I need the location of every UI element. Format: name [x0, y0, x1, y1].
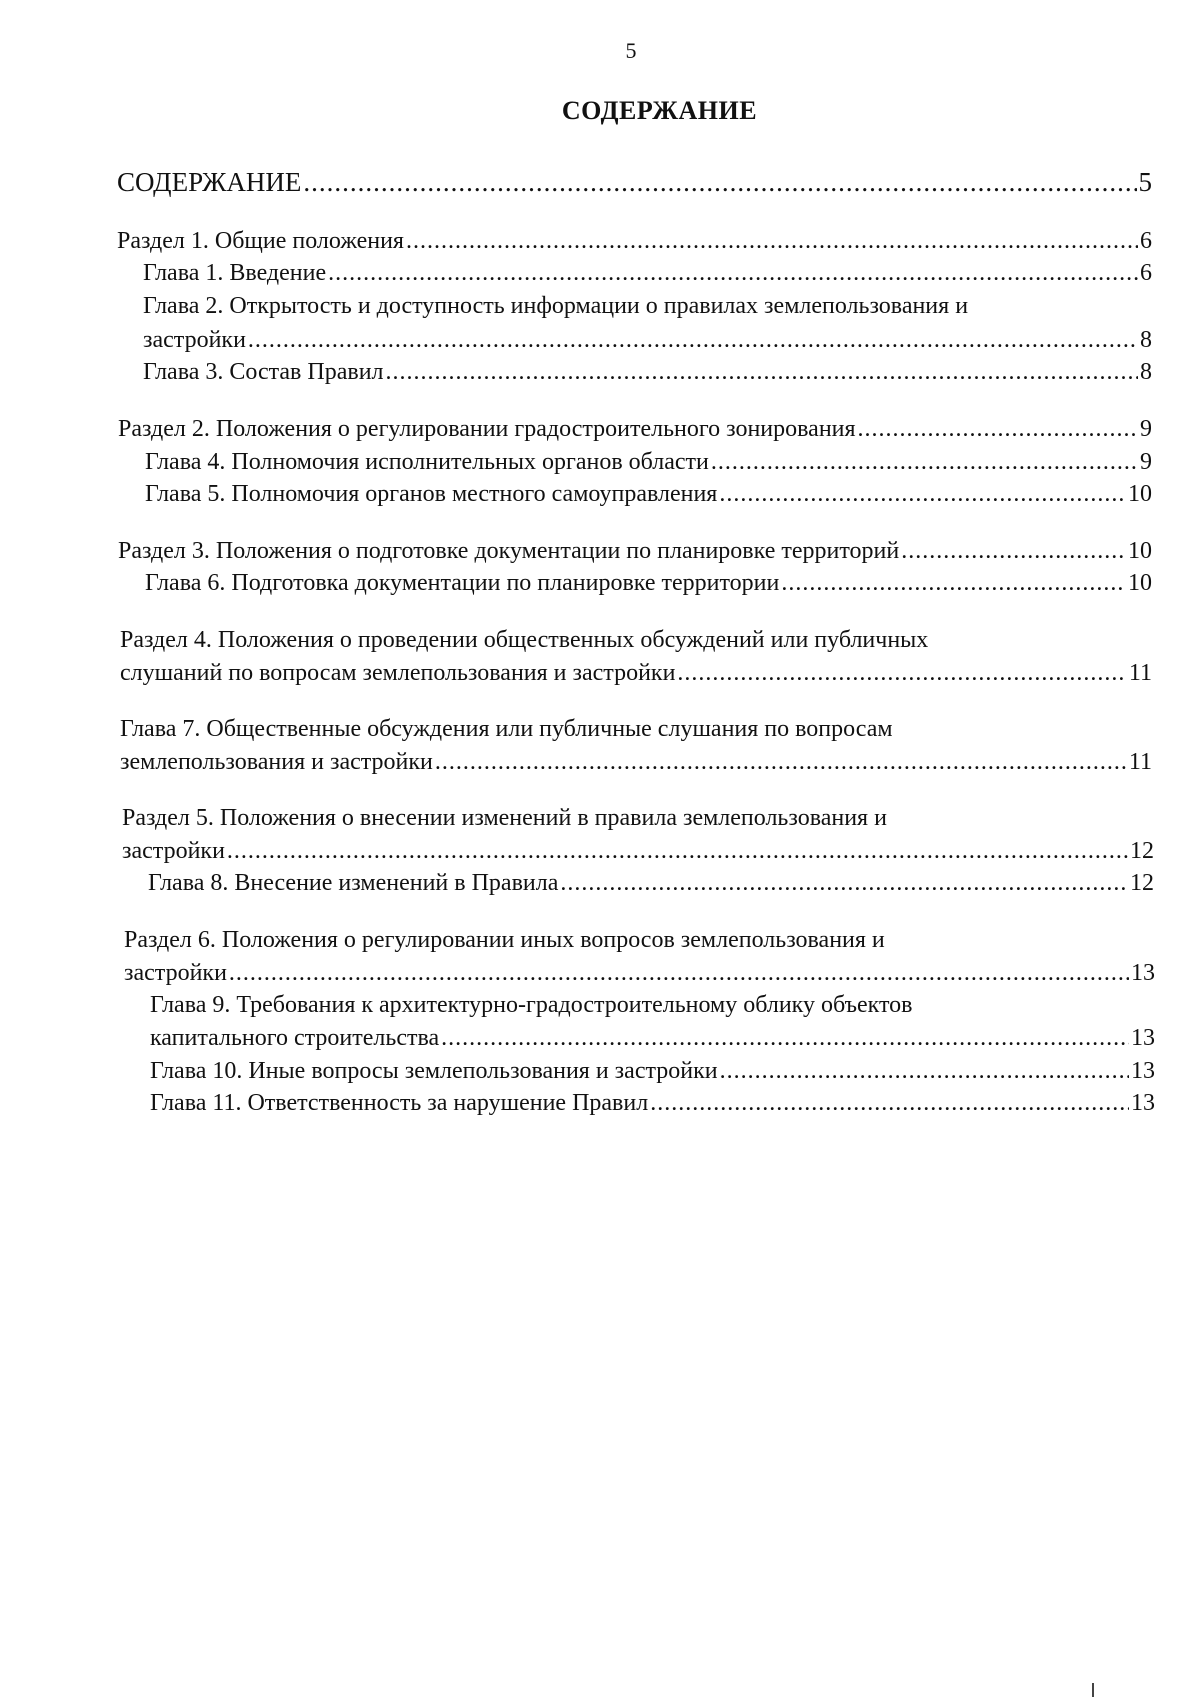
toc-entry-page: 9	[1140, 449, 1152, 475]
dot-leader	[901, 535, 1126, 567]
toc-entry-text: застройки	[124, 960, 227, 986]
toc-entry-text: Глава 1. Введение	[143, 260, 327, 286]
toc-entry-text: Глава 6. Подготовка документации по планировке территории	[145, 570, 780, 596]
toc-entry-text: СОДЕРЖАНИЕ	[117, 167, 302, 197]
toc-entry-page: 12	[1130, 870, 1154, 896]
toc-entry-page: 8	[1140, 327, 1152, 353]
toc-entry-text: Глава 10. Иные вопросы землепользования и застройки	[150, 1058, 718, 1084]
toc-entry-text: землепользования и застройки	[120, 749, 433, 775]
dot-leader	[677, 657, 1126, 689]
toc-entry-page: 9	[1140, 416, 1152, 442]
toc-entry-text: Глава 4. Полномочия исполнительных органов области	[145, 449, 709, 475]
toc-entry[interactable]	[145, 446, 1152, 478]
toc-entry[interactable]	[118, 413, 1152, 445]
toc-entry[interactable]	[150, 1055, 1155, 1087]
toc-entry[interactable]	[150, 1022, 1155, 1054]
toc-entry-page: 6	[1140, 260, 1152, 286]
toc-entry-text: Раздел 3. Положения о подготовке документации по планировке территорий	[118, 538, 900, 564]
toc-entry-page: 13	[1131, 1090, 1155, 1116]
dot-leader	[227, 835, 1128, 867]
dot-leader	[328, 257, 1138, 289]
dot-leader	[560, 867, 1128, 899]
toc-entry-page: 13	[1131, 1025, 1155, 1051]
toc-entry-text: Глава 8. Внесение изменений в Правила	[148, 870, 559, 896]
dot-leader	[858, 413, 1138, 445]
toc-entry-text[interactable]: Раздел 6. Положения о регулировании иных вопросов землепользования и	[124, 927, 885, 953]
toc-entry-text[interactable]: Раздел 4. Положения о проведении общественных обсуждений или публичных	[120, 627, 929, 653]
toc-entry-page: 12	[1130, 838, 1154, 864]
toc-entry-page: 6	[1140, 228, 1152, 254]
dot-leader	[650, 1087, 1129, 1119]
toc-entry[interactable]	[145, 478, 1152, 510]
toc-entry-page: 5	[1138, 167, 1152, 197]
toc-entry-page: 11	[1128, 660, 1152, 686]
dot-leader	[303, 166, 1136, 198]
dot-leader	[711, 446, 1138, 478]
toc-entry[interactable]	[122, 835, 1154, 867]
toc-entry[interactable]	[150, 1087, 1155, 1119]
toc-entry-text: застройки	[143, 327, 246, 353]
toc-entry[interactable]	[120, 657, 1152, 689]
toc-entry-text: Раздел 2. Положения о регулировании градостроительного зонирования	[118, 416, 856, 442]
dot-leader	[386, 356, 1138, 388]
toc-entry[interactable]	[117, 166, 1152, 198]
toc-entry[interactable]	[118, 535, 1152, 567]
toc-entry-text[interactable]: Глава 9. Требования к архитектурно-градостроительному облику объектов	[150, 992, 913, 1018]
toc-entry-page: 11	[1128, 749, 1152, 775]
toc-entry-page: 10	[1128, 538, 1152, 564]
dot-leader	[248, 324, 1138, 356]
toc-entry-page: 10	[1128, 570, 1152, 596]
toc-entry[interactable]	[117, 225, 1152, 257]
toc-entry[interactable]	[124, 957, 1155, 989]
toc-entry[interactable]	[145, 567, 1152, 599]
toc-entry-text: Глава 11. Ответственность за нарушение Правил	[150, 1090, 649, 1116]
dot-leader	[720, 1055, 1129, 1087]
toc-entry-page: 13	[1131, 960, 1155, 986]
page-title: СОДЕРЖАНИЕ	[561, 96, 758, 125]
toc-entry-text: капитального строительства	[150, 1025, 440, 1051]
toc-entry-text: Глава 3. Состав Правил	[143, 359, 384, 385]
dot-leader	[435, 746, 1127, 778]
dot-leader	[441, 1022, 1129, 1054]
page-number: 5	[625, 38, 637, 63]
toc-entry-page: 10	[1128, 481, 1152, 507]
toc-entry-text[interactable]: Глава 7. Общественные обсуждения или публичные слушания по вопросам	[120, 716, 893, 742]
dot-leader	[406, 225, 1138, 257]
dot-leader	[229, 957, 1129, 989]
toc-entry-text: слушаний по вопросам землепользования и застройки	[120, 660, 676, 686]
dot-leader	[719, 478, 1126, 510]
dot-leader	[781, 567, 1126, 599]
toc-entry-text: Раздел 1. Общие положения	[117, 228, 404, 254]
toc-entry-text: Глава 5. Полномочия органов местного самоуправления	[145, 481, 718, 507]
toc-entry[interactable]	[143, 356, 1152, 388]
toc-entry[interactable]	[143, 324, 1152, 356]
toc-entry-text: застройки	[122, 838, 225, 864]
toc-entry[interactable]	[120, 746, 1152, 778]
toc-entry-page: 13	[1131, 1058, 1155, 1084]
scan-artifact	[1092, 1683, 1094, 1697]
toc-entry-text[interactable]: Глава 2. Открытость и доступность информации о правилах землепользования и	[143, 293, 969, 319]
toc-entry-text[interactable]: Раздел 5. Положения о внесении изменений в правила землепользования и	[122, 805, 887, 831]
toc-entry[interactable]	[148, 867, 1154, 899]
toc-entry-page: 8	[1140, 359, 1152, 385]
toc-entry[interactable]	[143, 257, 1152, 289]
